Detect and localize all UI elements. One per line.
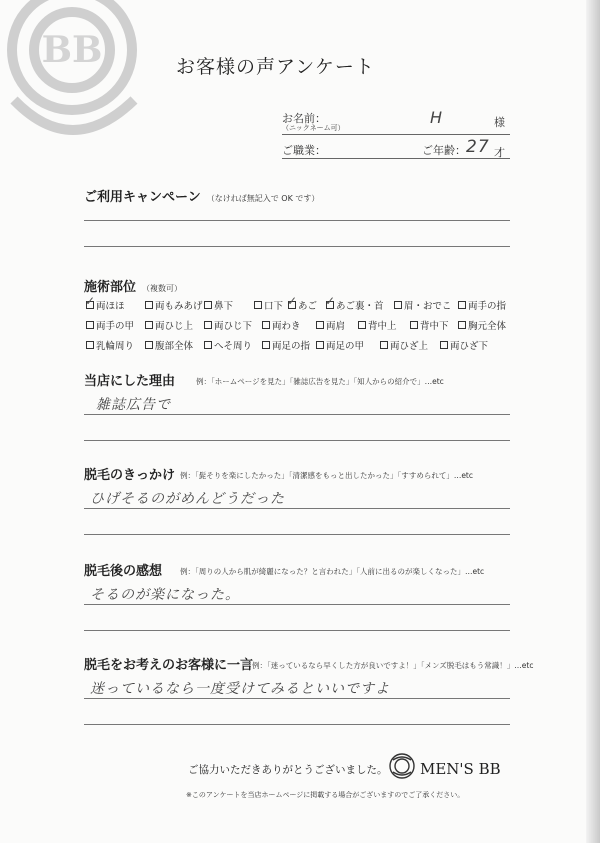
impression-line-1 xyxy=(84,604,510,605)
part-label: 両足の甲 xyxy=(326,341,365,352)
part-checkbox-item[interactable] xyxy=(85,294,125,312)
checkbox-checked[interactable] xyxy=(325,294,336,309)
part-label: 両足の指 xyxy=(272,341,311,352)
reason-line-2 xyxy=(84,440,510,441)
impression-answer: そるのが楽になった。 xyxy=(90,587,240,603)
part-checkbox-item[interactable] xyxy=(440,338,488,352)
checkbox[interactable] xyxy=(358,321,366,329)
checkbox[interactable] xyxy=(204,321,212,329)
part-label: 両ひざ下 xyxy=(450,341,489,352)
trigger-line-2 xyxy=(84,534,510,535)
part-label: 両もみあげ xyxy=(155,301,203,312)
checkbox[interactable] xyxy=(458,301,466,309)
checkbox-checked[interactable] xyxy=(287,294,298,309)
part-checkbox-item[interactable] xyxy=(287,294,318,312)
reason-example: 例：「ホームページを見た」「雑誌広告を見た」「知人からの紹介で」…etc xyxy=(196,377,444,386)
part-label: 両手の指 xyxy=(468,301,507,312)
part-label: 背中上 xyxy=(368,321,397,332)
page-edge-shadow xyxy=(586,0,600,843)
page-title: お客様の声アンケート xyxy=(176,56,375,78)
impression-example: 例：「周りの人から肌が綺麗になった？と言われた」「人前に出るのが楽しくなった」…etc xyxy=(180,567,485,576)
checkbox[interactable] xyxy=(204,301,212,309)
part-label: 眉・おでこ xyxy=(404,301,452,312)
part-label: 背中下 xyxy=(420,321,449,332)
sama-label: 様 xyxy=(494,116,505,129)
part-checkbox-item[interactable] xyxy=(358,318,397,332)
reason-answer: 雑誌広告で xyxy=(96,397,171,413)
part-label: 両ひざ上 xyxy=(390,341,429,352)
part-checkbox-item[interactable] xyxy=(380,338,428,352)
brand-rose-icon xyxy=(388,752,416,780)
part-label: 両ほほ xyxy=(96,301,125,312)
parts-note: （複数可） xyxy=(142,284,183,293)
parts-section-title xyxy=(84,276,182,295)
checkbox[interactable] xyxy=(316,321,324,329)
logo-watermark-text: BB xyxy=(41,29,103,71)
campaign-title: ご利用キャンペーン xyxy=(84,190,201,205)
part-label: 両ひじ下 xyxy=(214,321,253,332)
part-label: 乳輪周り xyxy=(96,341,135,352)
message-answer: 迷っているなら一度受けてみるといいですよ xyxy=(90,681,390,697)
rose-logo-watermark xyxy=(0,0,164,150)
name-sublabel: （ニックネーム可） xyxy=(282,124,345,132)
part-checkbox-item[interactable] xyxy=(145,318,193,332)
part-checkbox-item[interactable] xyxy=(262,338,310,352)
part-label: 腹部全体 xyxy=(155,341,194,352)
checkbox[interactable] xyxy=(204,341,212,349)
part-label: 両手の甲 xyxy=(96,321,135,332)
age-label: ご年齢： xyxy=(422,144,466,157)
name-value: H xyxy=(430,108,444,127)
part-label: 口下 xyxy=(264,301,284,312)
part-label: へそ周り xyxy=(214,341,253,352)
checkbox[interactable] xyxy=(262,341,270,349)
checkbox[interactable] xyxy=(394,301,402,309)
part-checkbox-item[interactable] xyxy=(254,298,283,312)
checkbox[interactable] xyxy=(254,301,262,309)
campaign-line-1 xyxy=(84,220,510,221)
checkbox[interactable] xyxy=(86,321,94,329)
message-example: 例：「迷っているなら早くした方が良いですよ！」「メンズ脱毛はもう常識！」…etc xyxy=(252,661,534,670)
reason-section-title: 当店にした理由 xyxy=(84,374,176,389)
message-section-title: 脱毛をお考えのお客様に一言 xyxy=(84,658,254,673)
trigger-answer: ひげそるのがめんどうだった xyxy=(90,491,285,507)
age-value: 27 xyxy=(466,137,490,157)
message-line-2 xyxy=(84,724,510,725)
checkbox[interactable] xyxy=(380,341,388,349)
check-mark-icon: ✓ xyxy=(325,294,336,308)
part-checkbox-item[interactable] xyxy=(410,318,449,332)
part-checkbox-item[interactable] xyxy=(145,338,193,352)
part-label: 胸元全体 xyxy=(468,321,507,332)
thanks-message: ご協力いただきありがとうございました。 xyxy=(188,764,388,776)
part-label: 両ひじ上 xyxy=(155,321,194,332)
trigger-line-1 xyxy=(84,508,510,509)
impression-section-title: 脱毛後の感想 xyxy=(84,564,163,579)
checkbox[interactable] xyxy=(458,321,466,329)
part-checkbox-item[interactable] xyxy=(325,294,384,312)
age-unit: 才 xyxy=(494,146,505,159)
campaign-note: （なければ無記入で OK です） xyxy=(206,194,320,203)
footnote: ※このアンケートを当店ホームページに掲載する場合がございますのでご了承ください。 xyxy=(186,791,465,799)
part-checkbox-item[interactable] xyxy=(86,318,134,332)
part-label: 両わき xyxy=(272,321,301,332)
part-checkbox-item[interactable] xyxy=(458,318,506,332)
checkbox[interactable] xyxy=(262,321,270,329)
campaign-section-title xyxy=(84,186,319,205)
part-checkbox-item[interactable] xyxy=(204,338,252,352)
part-checkbox-item[interactable] xyxy=(262,318,301,332)
part-checkbox-item[interactable] xyxy=(204,318,252,332)
checkbox[interactable] xyxy=(86,341,94,349)
trigger-example: 例：「髭そりを楽にしたかった」「清潔感をもっと出したかった」「すすめられて」…etc xyxy=(180,471,474,480)
name-underline xyxy=(282,134,510,135)
impression-line-2 xyxy=(84,630,510,631)
parts-title: 施術部位 xyxy=(84,280,137,295)
part-label: あご xyxy=(298,301,318,312)
checkbox[interactable] xyxy=(145,301,153,309)
part-checkbox-item[interactable] xyxy=(316,338,364,352)
checkbox-checked[interactable] xyxy=(85,294,96,309)
part-label: 両肩 xyxy=(326,321,346,332)
checkbox[interactable] xyxy=(145,321,153,329)
checkbox[interactable] xyxy=(440,341,448,349)
check-mark-icon: ✓ xyxy=(85,294,96,308)
name-label: お名前： xyxy=(282,112,326,125)
campaign-line-2 xyxy=(84,246,510,247)
part-checkbox-item[interactable] xyxy=(316,318,345,332)
part-checkbox-item[interactable] xyxy=(458,298,506,312)
part-checkbox-item[interactable] xyxy=(86,338,134,352)
checkbox[interactable] xyxy=(316,341,324,349)
job-label: ご職業： xyxy=(282,144,326,157)
reason-line-1 xyxy=(84,414,510,415)
part-checkbox-item[interactable] xyxy=(145,298,203,312)
part-checkbox-item[interactable] xyxy=(204,298,233,312)
part-label: あご裏・首 xyxy=(336,301,384,312)
checkbox[interactable] xyxy=(410,321,418,329)
brand-name: MEN'S BB xyxy=(420,760,501,778)
job-underline xyxy=(282,158,510,159)
part-checkbox-item[interactable] xyxy=(394,298,451,312)
message-line-1 xyxy=(84,698,510,699)
check-mark-icon: ✓ xyxy=(287,294,298,308)
trigger-section-title: 脱毛のきっかけ xyxy=(84,468,176,483)
part-label: 鼻下 xyxy=(214,301,234,312)
checkbox[interactable] xyxy=(145,341,153,349)
